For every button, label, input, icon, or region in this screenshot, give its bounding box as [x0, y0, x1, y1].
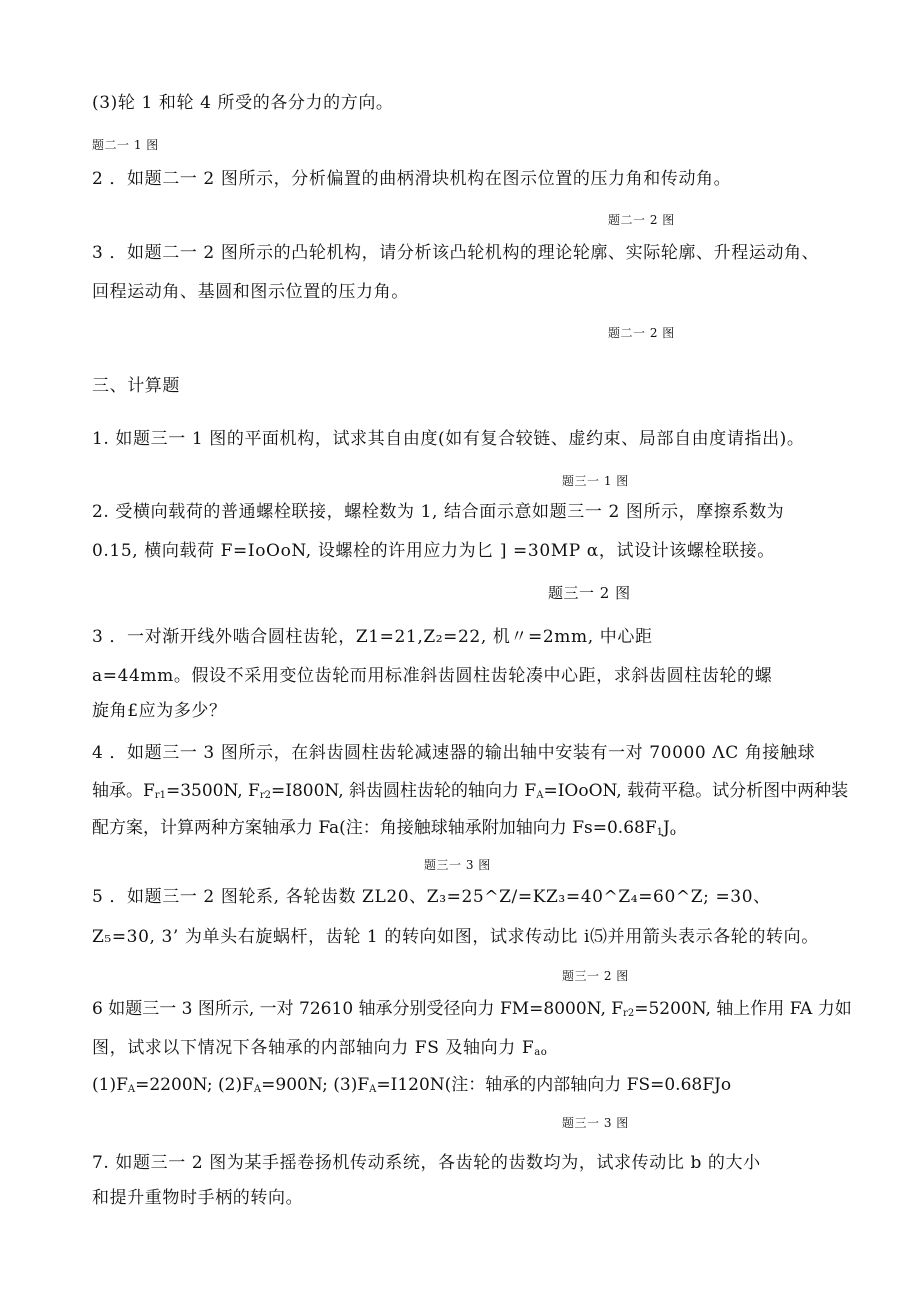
text-run: 图，试求以下情况下各轴承的内部轴向力 FS 及轴向力 F: [92, 1038, 535, 1058]
subscript: ao: [534, 1047, 548, 1058]
subscript: 1: [656, 827, 664, 838]
text-run: =I120N(注：轴承的内部轴向力 FS=0.68FJo: [376, 1075, 732, 1095]
subscript: A: [127, 1084, 136, 1095]
text-line: 回程运动角、基圆和图示位置的压力角。: [92, 282, 409, 302]
question-line: 7. 如题三一 2 图为某手摇卷扬机传动系统，各齿轮的齿数均为，试求传动比 b 的大小: [92, 1153, 761, 1173]
question-line: 2. 受横向载荷的普通螺栓联接，螺栓数为 1, 结合面示意如题三一 2 图所示，摩擦系数为: [92, 502, 785, 522]
text-run: 轴承。F: [92, 781, 155, 801]
text-run: (1)F: [92, 1075, 128, 1095]
figure-caption: 题二一 2 图: [608, 326, 675, 340]
question-line: 1. 如题三一 1 图的平面机构，试求其自由度(如有复合较链、虚约束、局部自由度请指出)。: [92, 429, 805, 449]
question-line: a=44mm。假设不采用变位齿轮而用标准斜齿圆柱齿轮凑中心距，求斜齿圆柱齿轮的螺: [92, 666, 773, 686]
question-line: 4 ．如题三一 3 图所示，在斜齿圆柱齿轮减速器的输出轴中安装有一对 70000 ΛC 角接触球: [92, 743, 816, 763]
subscript: r2: [623, 1008, 635, 1019]
text-run: =900N; (3)F: [261, 1075, 370, 1095]
text-line: 3 ．如题二一 2 图所示的凸轮机构，请分析该凸轮机构的理论轮廓、实际轮廓、升程运动角、: [92, 243, 820, 263]
text-run: =IOoON, 载荷平稳。试分析图中两种装: [543, 781, 849, 801]
text-run: =5200N, 轴上作用 FA 力如: [634, 999, 852, 1019]
question-line: [92, 1036, 547, 1065]
figure-caption: 题三一 2 图: [548, 584, 631, 602]
question-line: [92, 779, 848, 808]
question-line: [92, 1073, 731, 1102]
subscript: r2: [259, 790, 272, 801]
text-line: 2 ．如题二一 2 图所示，分析偏置的曲柄滑块机构在图示位置的压力角和传动角。: [92, 169, 732, 189]
question-line: 旋角£应为多少？: [92, 701, 227, 721]
subscript: A: [369, 1084, 377, 1095]
text-run: 配方案，计算两种方案轴承力 Fa(注：角接触球轴承附加轴向力 Fs=0.68F: [92, 818, 657, 838]
question-line: 5 ．如题三一 2 图轮系, 各轮齿数 ZL20、Z₃=25^Z/=KZ₃=40^Z₄=60^Z; =30、: [92, 887, 771, 907]
subscript: A: [536, 790, 544, 801]
question-line: 和提升重物时手柄的转向。: [92, 1188, 304, 1208]
subscript: A: [253, 1084, 262, 1095]
question-line: 0.15, 横向载荷 F=IoOoN, 设螺栓的许用应力为匕 ] =30MP α，试设计该螺栓联接。: [92, 541, 775, 561]
question-line: 3 ．一对渐开线外啮合圆柱齿轮，Z1=21,Z₂=22, 机〃=2mm, 中心距: [92, 627, 653, 647]
figure-caption: 题三一 3 图: [562, 1116, 629, 1130]
text-run: =I800N, 斜齿圆柱齿轮的轴向力 F: [271, 781, 537, 801]
figure-caption: 题三一 1 图: [562, 474, 629, 488]
text-line: (3)轮 1 和轮 4 所受的各分力的方向。: [92, 93, 394, 113]
figure-caption: 题三一 2 图: [562, 969, 629, 983]
text-run: =3500N, F: [165, 781, 260, 801]
figure-caption: 题二一 2 图: [608, 213, 675, 227]
question-line: Z₅=30, 3’ 为单头右旋蜗杆，齿轮 1 的转向如图，试求传动比 i⑸并用箭头表示各轮的转向。: [92, 927, 819, 947]
figure-caption: 题三一 3 图: [424, 858, 491, 872]
text-run: J: [663, 818, 670, 838]
section-heading: 三、计算题: [92, 376, 180, 396]
text-run: 6 如题三一 3 图所示, 一对 72610 轴承分别受径向力 FM=8000N, F: [92, 999, 624, 1019]
subscript: o: [669, 827, 676, 838]
text-run: =2200N; (2)F: [135, 1075, 254, 1095]
question-line: [92, 997, 852, 1026]
subscript: r1: [154, 790, 166, 801]
figure-caption: 题二一 1 图: [92, 138, 159, 152]
question-line: [92, 816, 676, 845]
